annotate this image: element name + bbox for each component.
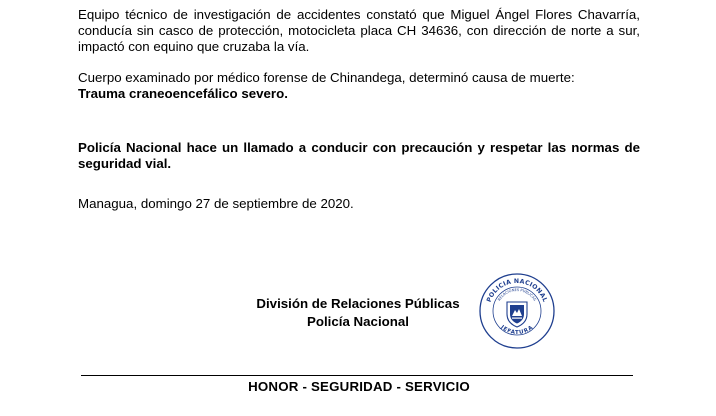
police-call-paragraph: Policía Nacional hace un llamado a conducir con precaución y respetar las normas de seguridad vial. bbox=[78, 140, 640, 171]
accident-investigation-paragraph: Equipo técnico de investigación de accidentes constató que Miguel Ángel Flores Chavarría, conducía sin casco de protección, motocicleta placa CH 34636, con dirección de norte a sur, impactó con equino que cruzaba la vía. bbox=[78, 7, 640, 54]
signature-block bbox=[228, 295, 488, 331]
signature-institution: Policía Nacional bbox=[307, 314, 409, 329]
svg-text:JEFATURA: JEFATURA bbox=[499, 324, 535, 337]
forensic-statement: Cuerpo examinado por médico forense de Chinandega, determinó causa de muerte: bbox=[78, 70, 575, 85]
police-seal-icon bbox=[478, 272, 556, 350]
signature-division: División de Relaciones Públicas bbox=[256, 296, 460, 311]
svg-text:RELACIONES PUBLICAS: RELACIONES PUBLICAS bbox=[497, 287, 537, 302]
footer-divider bbox=[81, 375, 633, 376]
cause-of-death: Trauma craneoencefálico severo. bbox=[78, 86, 288, 101]
svg-text:POLICIA NACIONAL: POLICIA NACIONAL bbox=[485, 277, 549, 304]
footer-motto: HONOR - SEGURIDAD - SERVICIO bbox=[248, 379, 470, 394]
forensic-paragraph bbox=[78, 70, 640, 102]
place-date: Managua, domingo 27 de septiembre de 2020. bbox=[78, 196, 354, 211]
